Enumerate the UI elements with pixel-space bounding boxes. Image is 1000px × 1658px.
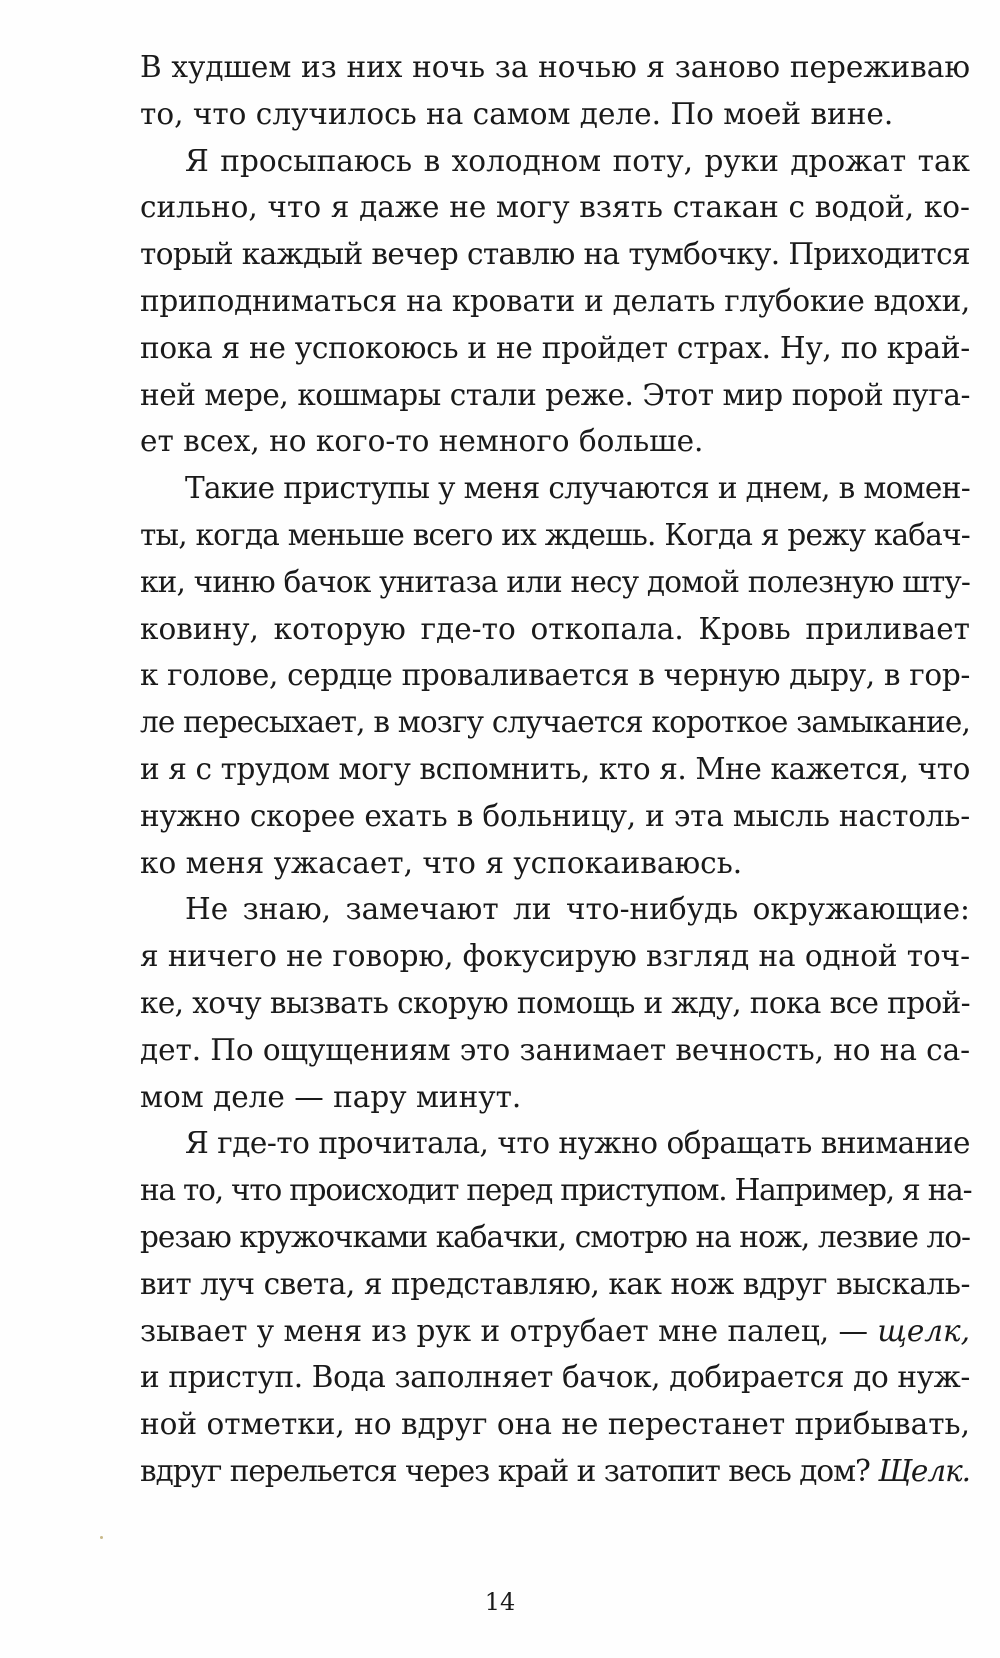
text-line: ле пересыхает, в мозгу случается короткое замыкание, — [140, 705, 970, 740]
text-line: ет всех, но кого-то немного больше. — [140, 424, 704, 459]
text-line: к голове, сердце проваливается в черную дыру, в гор- — [140, 658, 970, 693]
text-line: Не знаю, замечают ли что-нибудь окружающие: — [185, 892, 970, 927]
text-line: ки, чиню бачок унитаза или несу домой полезную шту- — [140, 564, 970, 599]
text-line: Такие приступы у меня случаются и днем, в момен- — [185, 471, 970, 506]
paragraph-2 — [140, 138, 970, 466]
page-text — [140, 44, 970, 1495]
text-line: пока я не успокоюсь и не пройдет страх. Ну, по край- — [140, 330, 970, 365]
text-line: приподниматься на кровати и делать глубокие вдохи, — [140, 283, 970, 318]
italic-word: Щелк. — [878, 1453, 970, 1488]
paragraph-5 — [140, 1120, 970, 1494]
text-line: В худшем из них ночь за ночью я заново переживаю — [140, 50, 970, 84]
text-line: я ничего не говорю, фокусирую взгляд на одной точ- — [140, 939, 970, 974]
text-line: резаю кружочками кабачки, смотрю на нож, лезвие ло- — [140, 1219, 970, 1254]
text-line: мом деле — пару минут. — [140, 1079, 522, 1114]
text-line: ко меня ужасает, что я успокаиваюсь. — [140, 845, 743, 880]
text-line: ковину, которую где-то откопала. Кровь приливает — [140, 611, 970, 646]
text-line: ной отметки, но вдруг она не перестанет прибывать, — [140, 1407, 970, 1442]
text-line: и приступ. Вода заполняет бачок, добирается до нуж- — [140, 1360, 970, 1395]
text-line-with-italic — [140, 1448, 970, 1495]
text-line: и я с трудом могу вспомнить, кто я. Мне кажется, что — [140, 751, 970, 786]
italic-word: щелк, — [877, 1313, 970, 1348]
text-line: дет. По ощущениям это занимает вечность, но на са- — [140, 1032, 970, 1067]
text-line: ты, когда меньше всего их ждешь. Когда я режу кабач- — [140, 517, 970, 552]
text-line: Я где-то прочитала, что нужно обращать внимание — [185, 1126, 970, 1161]
text-line: нужно скорее ехать в больницу, и эта мысль настоль- — [140, 798, 970, 833]
text-line: на то, что происходит перед приступом. Например, я на- — [140, 1173, 972, 1208]
text-line-start: зывает у меня из рук и отрубает мне палец, — — [140, 1313, 878, 1348]
text-line: вит луч света, я представляю, как нож вдруг выскаль- — [140, 1266, 970, 1301]
paper-speck — [100, 1536, 103, 1539]
paragraph-4 — [140, 886, 970, 1120]
text-line: то, что случилось на самом деле. По моей вине. — [140, 96, 894, 131]
text-line: ней мере, кошмары стали реже. Этот мир порой пуга- — [140, 377, 970, 412]
text-line-with-italic — [140, 1308, 970, 1355]
paragraph-1 — [140, 44, 970, 138]
page-number: 14 — [484, 1588, 516, 1616]
text-line: торый каждый вечер ставлю на тумбочку. Приходится — [140, 237, 970, 272]
paragraph-3 — [140, 465, 970, 886]
text-line: Я просыпаюсь в холодном поту, руки дрожат так — [185, 143, 970, 178]
text-line-start: вдруг перельется через край и затопит весь дом? — [140, 1453, 879, 1488]
text-line: ке, хочу вызвать скорую помощь и жду, пока все прой- — [140, 985, 970, 1020]
text-line: сильно, что я даже не могу взять стакан с водой, ко- — [140, 190, 970, 225]
